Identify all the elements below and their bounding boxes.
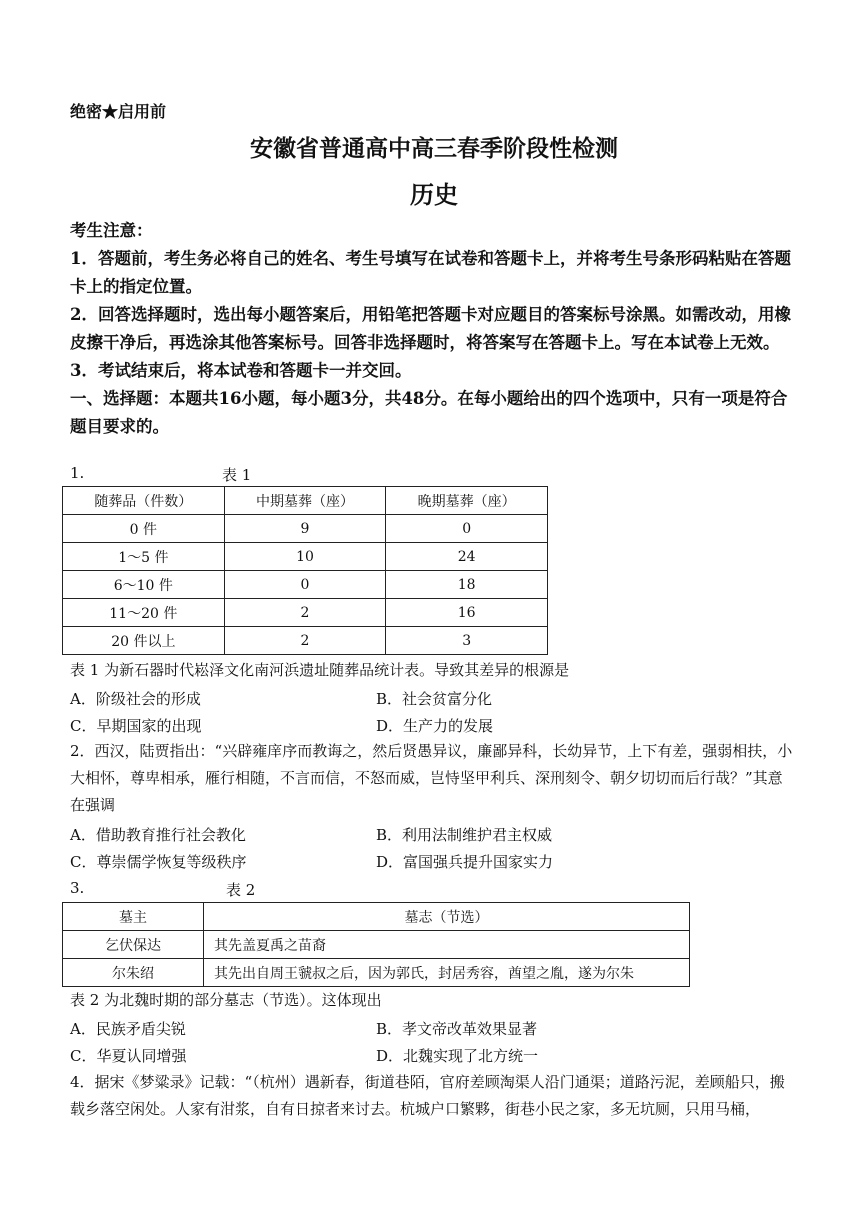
option-b: B．利用法制维护君主权威	[376, 826, 553, 844]
option-b: B．社会贫富分化	[376, 690, 493, 708]
table-cell: 0	[386, 515, 548, 543]
table-cell: 0 件	[63, 515, 225, 543]
question-number: 3.	[70, 879, 85, 897]
table-cell: 9	[224, 515, 386, 543]
table-row	[63, 959, 690, 987]
table-cell: 16	[386, 599, 548, 627]
option-c: C．华夏认同增强	[70, 1047, 187, 1065]
option-c: C．早期国家的出现	[70, 717, 202, 735]
option-c: C．尊崇儒学恢复等级秩序	[70, 853, 247, 871]
table-header-row	[63, 487, 548, 515]
question-number: 1.	[70, 464, 85, 482]
table-cell: 24	[386, 543, 548, 571]
notice-item: 1．答题前，考生务必将自己的姓名、考生号填写在试卷和答题卡上，并将考生号条形码粘贴在答题卡上的指定位置。	[70, 249, 791, 296]
table-cell: 3	[386, 627, 548, 655]
table-cell: 2	[224, 627, 386, 655]
question-stem: 表 2 为北魏时期的部分墓志（节选）。这体现出	[70, 991, 382, 1009]
exam-title: 安徽省普通高中高三春季阶段性检测	[250, 135, 618, 162]
notice-item: 3．考试结束后，将本试卷和答题卡一并交回。	[70, 361, 412, 380]
option-a: A．民族矛盾尖锐	[70, 1020, 186, 1038]
table-cell: 20 件以上	[63, 627, 225, 655]
table-caption: 表 1	[222, 466, 252, 484]
table-cell: 0	[224, 571, 386, 599]
table-cell: 11～20 件	[63, 599, 225, 627]
table-cell: 其先盖夏禹之苗裔	[204, 931, 690, 959]
table-header-cell: 墓主	[63, 903, 204, 931]
secret-label: 绝密★启用前	[70, 102, 167, 121]
table-cell: 6～10 件	[63, 571, 225, 599]
table-header-cell: 随葬品（件数）	[63, 487, 225, 515]
option-b: B．孝文帝改革效果显著	[376, 1020, 538, 1038]
table-row	[63, 931, 690, 959]
option-d: D．富国强兵提升国家实力	[376, 853, 554, 871]
question-stem: 表 1 为新石器时代崧泽文化南河浜遗址随葬品统计表。导致其差异的根源是	[70, 661, 570, 679]
table-caption: 表 2	[226, 881, 256, 899]
table-header-cell: 中期墓葬（座）	[224, 487, 386, 515]
table-row	[63, 543, 548, 571]
notice-block	[70, 217, 800, 441]
table-cell: 10	[224, 543, 386, 571]
option-a: A．借助教育推行社会教化	[70, 826, 246, 844]
table-row	[63, 599, 548, 627]
table-cell: 其先出自周王虢叔之后，因为郭氏，封居秀容，酋望之胤，遂为尔朱	[204, 959, 690, 987]
option-d: D．北魏实现了北方统一	[376, 1047, 539, 1065]
section-heading: 一、选择题：本题共16小题，每小题3分，共48分。在每小题给出的四个选项中，只有一项是符合题目要求的。	[70, 389, 788, 436]
table-header-cell: 晚期墓葬（座）	[386, 487, 548, 515]
table-row	[63, 515, 548, 543]
table-cell: 乞伏保达	[63, 931, 204, 959]
table-cell: 尔朱绍	[63, 959, 204, 987]
table-cell: 2	[224, 599, 386, 627]
option-a: A．阶级社会的形成	[70, 690, 201, 708]
table-row	[63, 627, 548, 655]
subject-title: 历史	[410, 180, 458, 209]
question-stem: 2．西汉，陆贾指出：“兴辟雍庠序而教诲之，然后贤愚异议，廉鄙异科，长幼异节，上下有差，强弱相扶，小大相怀，尊卑相承，雁行相随，不言而信，不怒而威，岂恃坚甲利兵、深刑刻令、朝夕切切而后行哉？”其意在强调	[70, 742, 793, 814]
table-2	[62, 902, 690, 987]
table-row	[63, 571, 548, 599]
table-header-cell: 墓志（节选）	[204, 903, 690, 931]
option-d: D．生产力的发展	[376, 717, 494, 735]
notice-heading: 考生注意：	[70, 221, 153, 240]
question-stem: 4．据宋《梦粱录》记载：“（杭州）遇新春，街道巷陌，官府差顾淘渠人沿门通渠；道路污泥，差顾船只，搬载乡落空闲处。人家有泔浆，自有日掠者来讨去。杭城户口繁夥，街巷小民之家，多无坑厕，只用马桶，	[70, 1073, 785, 1118]
notice-item: 2．回答选择题时，选出每小题答案后，用铅笔把答题卡对应题目的答案标号涂黑。如需改动，用橡皮擦干净后，再选涂其他答案标号。回答非选择题时，将答案写在答题卡上。写在本试卷上无效。	[70, 305, 791, 352]
table-header-row	[63, 903, 690, 931]
table-cell: 1～5 件	[63, 543, 225, 571]
table-1	[62, 486, 548, 655]
table-cell: 18	[386, 571, 548, 599]
